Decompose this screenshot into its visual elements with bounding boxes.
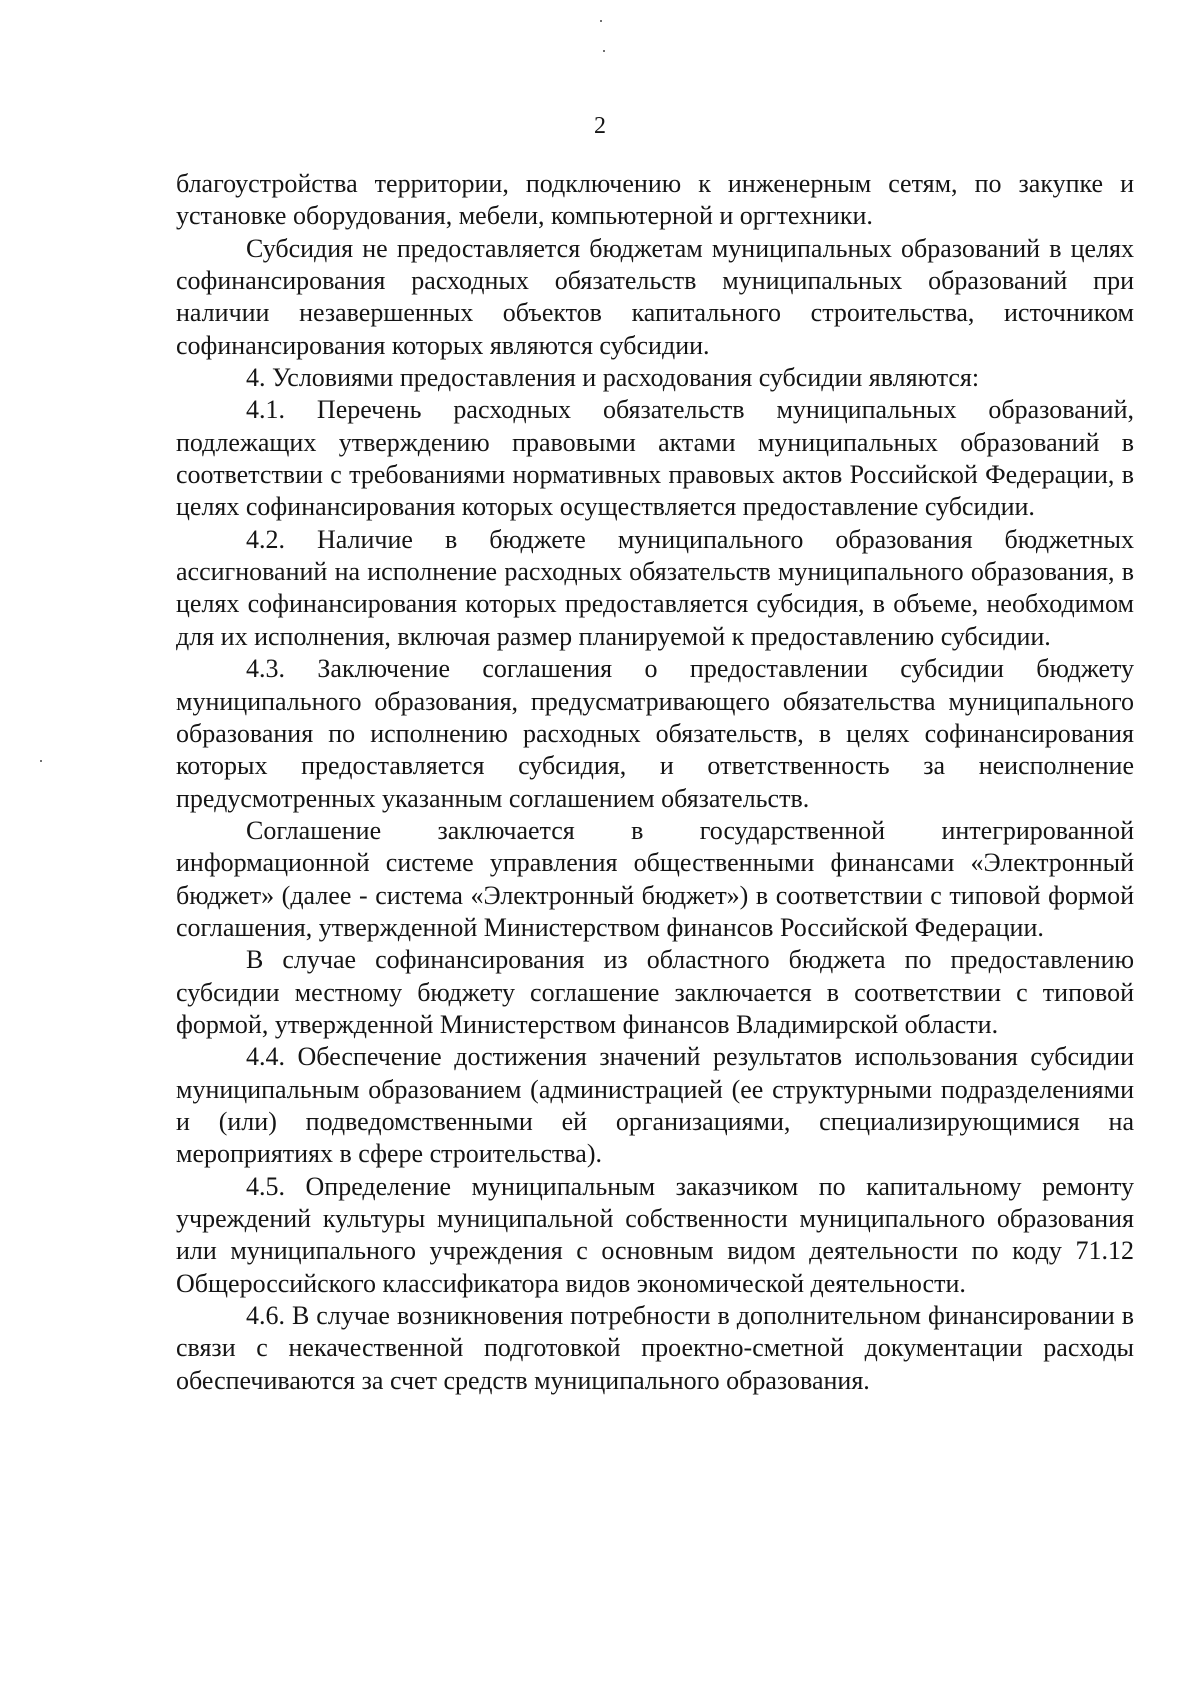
paragraph-item-4-6: 4.6. В случае возникновения потребности в дополнительном финансировании в связи с некачественной подготовкой проектно-сметной документации расходы обеспечиваются за счет средств муниципального образования. <box>176 1301 1134 1395</box>
paragraph-conditions-heading: 4. Условиями предоставления и расходования субсидии являются: <box>246 363 980 393</box>
paragraph-item-4-4: 4.4. Обеспечение достижения значений результатов использования субсидии муниципальным образованием (администрацией (ее структурными подразделениями и (или) подведомственными ей организациями, специализирующимися на мероприятиях в сфере строительства). <box>176 1042 1134 1169</box>
document-body <box>176 168 1134 1397</box>
paragraph-item-4-5: 4.5. Определение муниципальным заказчиком по капитальному ремонту учреждений культуры муниципальной собственности муниципального образования или муниципального учреждения с основным видом деятельности по коду 71.12 Общероссийского классификатора видов экономической деятельности. <box>176 1171 1134 1298</box>
paragraph-item-4-3: 4.3. Заключение соглашения о предоставлении субсидии бюджету муниципального образования, предусматривающего обязательства муниципального образования по исполнению расходных обязательств, в целях софинансирования которых предоставляется субсидия, и ответственность за неисполнение предусмотренных указанным соглашением обязательств. <box>176 654 1134 813</box>
paragraph-item-4-2: 4.2. Наличие в бюджете муниципального образования бюджетных ассигнований на исполнение расходных обязательств муниципального образования, в целях софинансирования которых предоставляется субсидия, в объеме, необходимом для их исполнения, включая размер планируемой к предоставлению субсидии. <box>176 524 1134 651</box>
scan-speck <box>40 760 42 762</box>
paragraph-continuation: благоустройства территории, подключению к инженерным сетям, по закупке и установке оборудования, мебели, компьютерной и оргтехники. <box>176 169 1134 231</box>
scan-speck <box>600 20 602 22</box>
scan-speck <box>603 50 605 52</box>
paragraph-subsidy-restriction: Субсидия не предоставляется бюджетам муниципальных образований в целях софинансирования расходных обязательств муниципальных образований при наличии незавершенных объектов капитального строительства, источником софинансирования которых являются субсидии. <box>176 233 1134 360</box>
paragraph-item-4-1: 4.1. Перечень расходных обязательств муниципальных образований, подлежащих утверждению правовыми актами муниципальных образований в соответствии с требованиями нормативных правовых актов Российской Федерации, в целях софинансирования которых осуществляется предоставление субсидии. <box>176 395 1134 522</box>
paragraph-regional-cofinancing: В случае софинансирования из областного бюджета по предоставлению субсидии местному бюджету соглашение заключается в соответствии с типовой формой, утвержденной Министерством финансов Владимирской области. <box>176 945 1134 1039</box>
page-number: 2 <box>594 113 606 139</box>
paragraph-agreement-system: Соглашение заключается в государственной интегрированной информационной системе управления общественными финансами «Электронный бюджет» (далее - система «Электронный бюджет») в соответствии с типовой формой соглашения, утвержденной Министерством финансов Российской Федерации. <box>176 815 1134 942</box>
